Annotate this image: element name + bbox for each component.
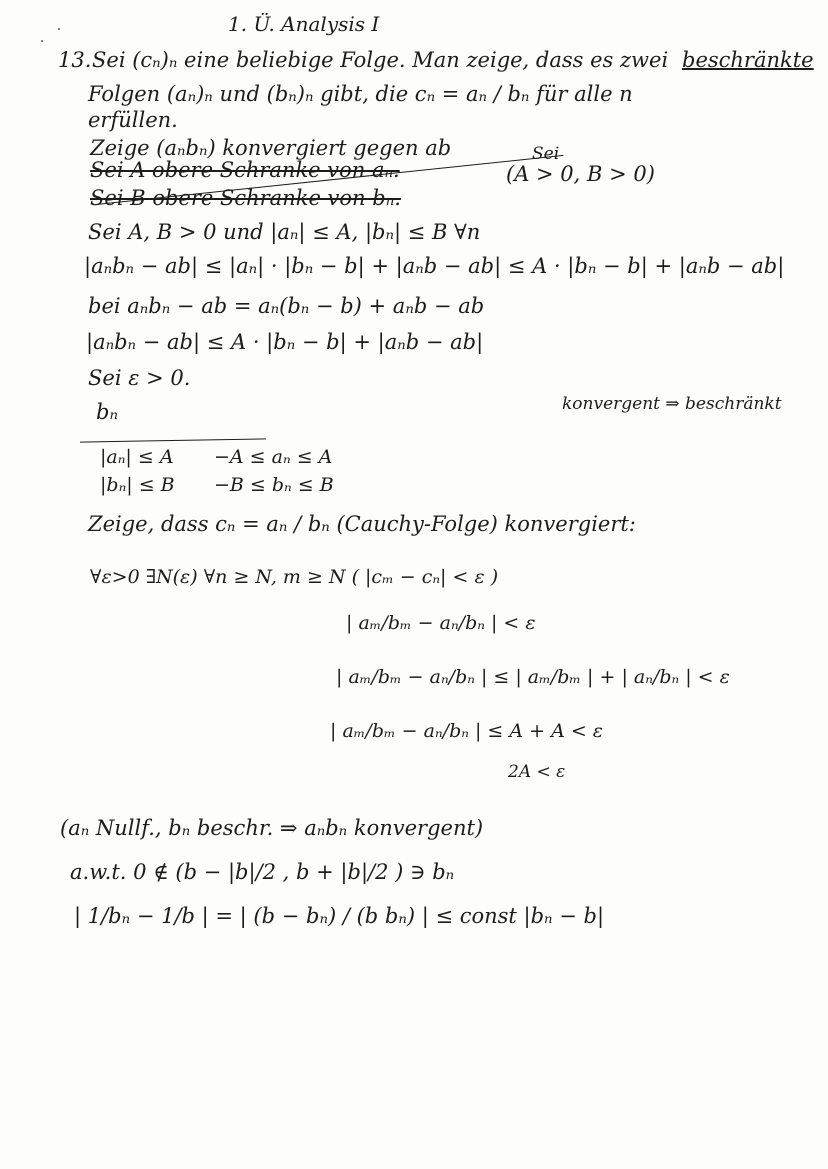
work-side-positivity: (A > 0, B > 0) [506,162,655,186]
work-side-konvergent: konvergent ⇒ beschränkt [562,394,782,414]
work-line-neighbourhood: a.w.t. 0 ∉ (b − |b|/2 , b + |b|/2 ) ∋ bₙ [70,860,455,884]
page-title: 1. Ü. Analysis I [228,12,380,36]
work-line-range-b: −B ≤ bₙ ≤ B [214,474,334,496]
work-side-sei: Sei [532,144,560,164]
work-line-estimate-2: |aₙbₙ − ab| ≤ A · |bₙ − b| + |aₙb − ab| [86,330,484,354]
work-line-2A: 2A < ε [508,762,566,782]
work-line-cauchy: Zeige, dass cₙ = aₙ / bₙ (Cauchy-Folge) konvergiert: [88,512,636,536]
task-line-2: Folgen (aₙ)ₙ und (bₙ)ₙ gibt, die cₙ = aₙ / bₙ für alle n [88,82,633,106]
work-line-epsilon: Sei ε > 0. [88,366,191,390]
work-line-estimate: |aₙbₙ − ab| ≤ |aₙ| · |bₙ − b| + |aₙb − ab| ≤ A · |bₙ − b| + |aₙb − ab| [84,254,785,278]
paper-speck [41,40,43,42]
work-line-quantifiers: ∀ε>0 ∃N(ε) ∀n ≥ N, m ≥ N ( |cₘ − cₙ| < ε ) [90,566,499,588]
task-line-3: erfüllen. [88,108,178,132]
task-number: 13. [58,48,92,72]
separator-rule [80,438,266,442]
work-line-reciprocal: | 1/bₙ − 1/b | = | (b − bₙ) / (b bₙ) | ≤ const |bₙ − b| [74,904,605,928]
work-line-abs-b: |bₙ| ≤ B [100,474,175,496]
work-line-cauchy-ineq-1: | aₘ/bₘ − aₙ/bₙ | < ε [346,612,536,634]
task-line-1-underlined: beschränkte [682,48,814,72]
work-line-decomposition: bei aₙbₙ − ab = aₙ(bₙ − b) + aₙb − ab [88,294,485,318]
work-line-cauchy-ineq-3: | aₘ/bₘ − aₙ/bₙ | ≤ A + A < ε [330,720,604,742]
work-line-range-a: −A ≤ aₙ ≤ A [214,446,333,468]
work-line-bn: bₙ [96,400,118,424]
task-line-1: Sei (cₙ)ₙ eine beliebige Folge. Man zeige, dass es zwei [92,48,669,72]
work-line-struck-B: Sei B obere Schranke von bₙ. [90,186,401,210]
work-line-zeige: Zeige (aₙbₙ) konvergiert gegen ab [90,136,452,160]
paper-speck [58,28,60,30]
work-line-nullfolge: (aₙ Nullf., bₙ beschr. ⇒ aₙbₙ konvergent) [60,816,484,840]
work-line-abs-a: |aₙ| ≤ A [100,446,174,468]
work-line-bounds: Sei A, B > 0 und |aₙ| ≤ A, |bₙ| ≤ B ∀n [88,220,481,244]
work-line-cauchy-ineq-2: | aₘ/bₘ − aₙ/bₙ | ≤ | aₘ/bₘ | + | aₙ/bₙ | < ε [336,666,730,688]
work-line-struck-A: Sei A obere Schranke von aₙ. [90,158,400,182]
